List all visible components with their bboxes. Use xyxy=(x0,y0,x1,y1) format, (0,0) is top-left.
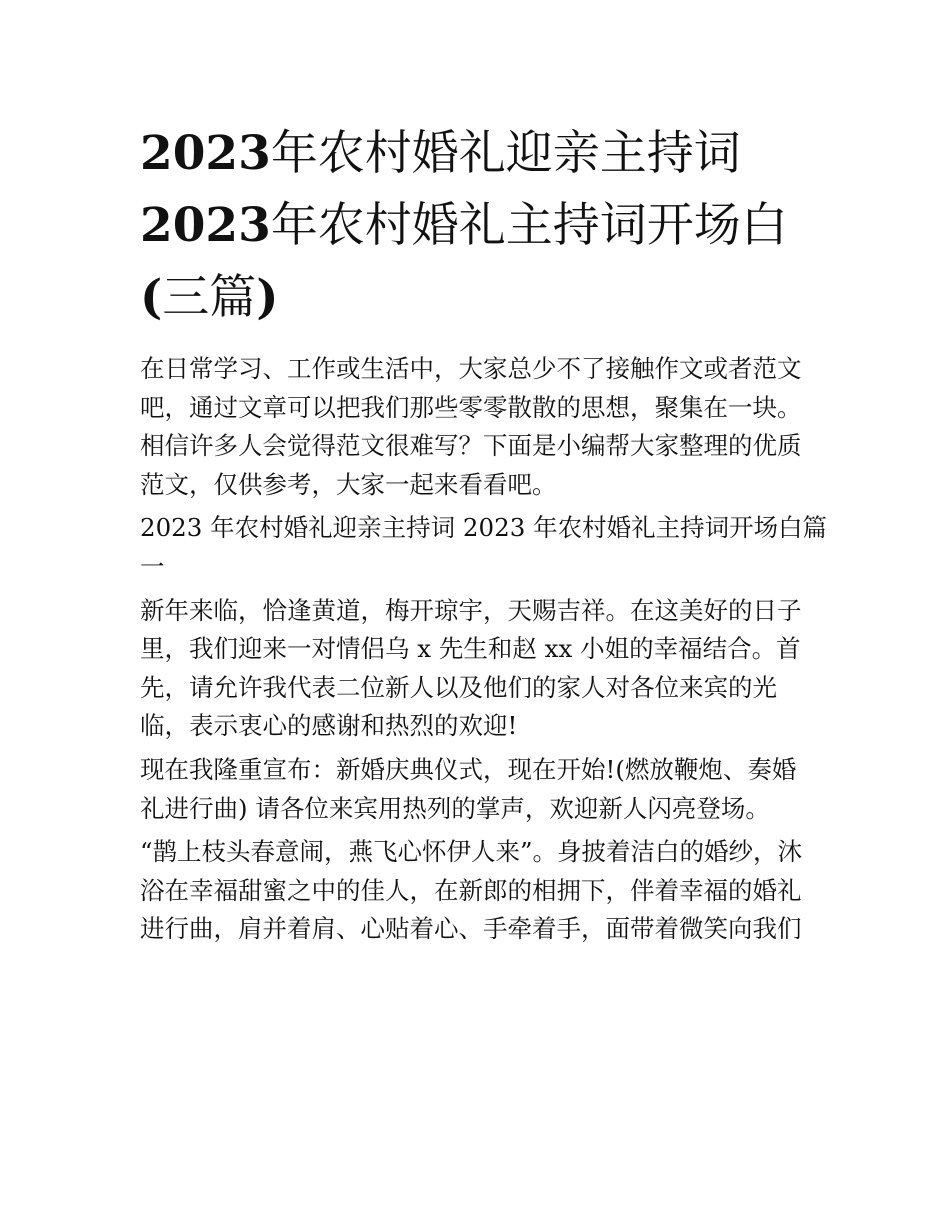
title-line xyxy=(140,262,815,334)
title-text: 年农村婚礼主持词开场白 xyxy=(270,198,788,253)
intro-paragraph xyxy=(140,350,815,504)
title-paren-open: ( xyxy=(140,270,163,325)
title-text: 年农村婚礼迎亲主持词 xyxy=(270,126,741,181)
text-line: 相信许多人会觉得范文很难写？下面是小编帮大家整理的优质 xyxy=(140,431,802,461)
document-page xyxy=(140,118,828,954)
text-line: 新年来临，恰逢黄道，梅开琼宇，天赐吉祥。在这美好的日子 xyxy=(140,595,802,625)
title-year: 2023 xyxy=(140,198,271,253)
title-line xyxy=(140,190,815,262)
title-paren-close: ) xyxy=(256,270,279,325)
text-line: 范文，仅供参考，大家一起来看看吧。 xyxy=(140,469,557,499)
body-paragraph xyxy=(140,592,815,746)
text-line: 在日常学习、工作或生活中，大家总少不了接触作文或者范文 xyxy=(140,354,802,383)
text-line: 里，我们迎来一对情侣乌 x 先生和赵 xx 小姐的幸福结合。首 xyxy=(140,634,801,664)
text-line: 进行曲，肩并着肩、心贴着心、手牵着手，面带着微笑向我们 xyxy=(140,914,802,944)
text-line: 浴在幸福甜蜜之中的佳人，在新郎的相拥下，伴着幸福的婚礼 xyxy=(140,875,802,905)
text-line: 一 xyxy=(140,551,165,581)
title-year: 2023 xyxy=(140,126,271,181)
text-line: 2023 年农村婚礼迎亲主持词 2023 年农村婚礼主持词开场白篇 xyxy=(140,513,828,543)
text-line: 临，表示衷心的感谢和热烈的欢迎! xyxy=(140,711,518,741)
title-text: 三篇 xyxy=(162,270,257,325)
text-line: 先，请允许我代表二位新人以及他们的家人对各位来宾的光 xyxy=(140,672,777,702)
body-paragraph xyxy=(140,833,815,949)
section-heading xyxy=(140,509,828,586)
text-line: 吧，通过文章可以把我们那些零零散散的思想，聚集在一块。 xyxy=(140,392,802,422)
text-line: 现在我隆重宣布：新婚庆典仪式，现在开始!(燃放鞭炮、奏婚 xyxy=(140,754,797,784)
document-title xyxy=(140,118,815,334)
body-paragraph xyxy=(140,751,815,828)
text-line: 礼进行曲) 请各位来宾用热列的掌声，欢迎新人闪亮登场。 xyxy=(140,793,770,823)
title-line xyxy=(140,118,815,190)
text-line: “鹊上枝头春意闹，燕飞心怀伊人来”。身披着洁白的婚纱，沐 xyxy=(140,837,803,867)
